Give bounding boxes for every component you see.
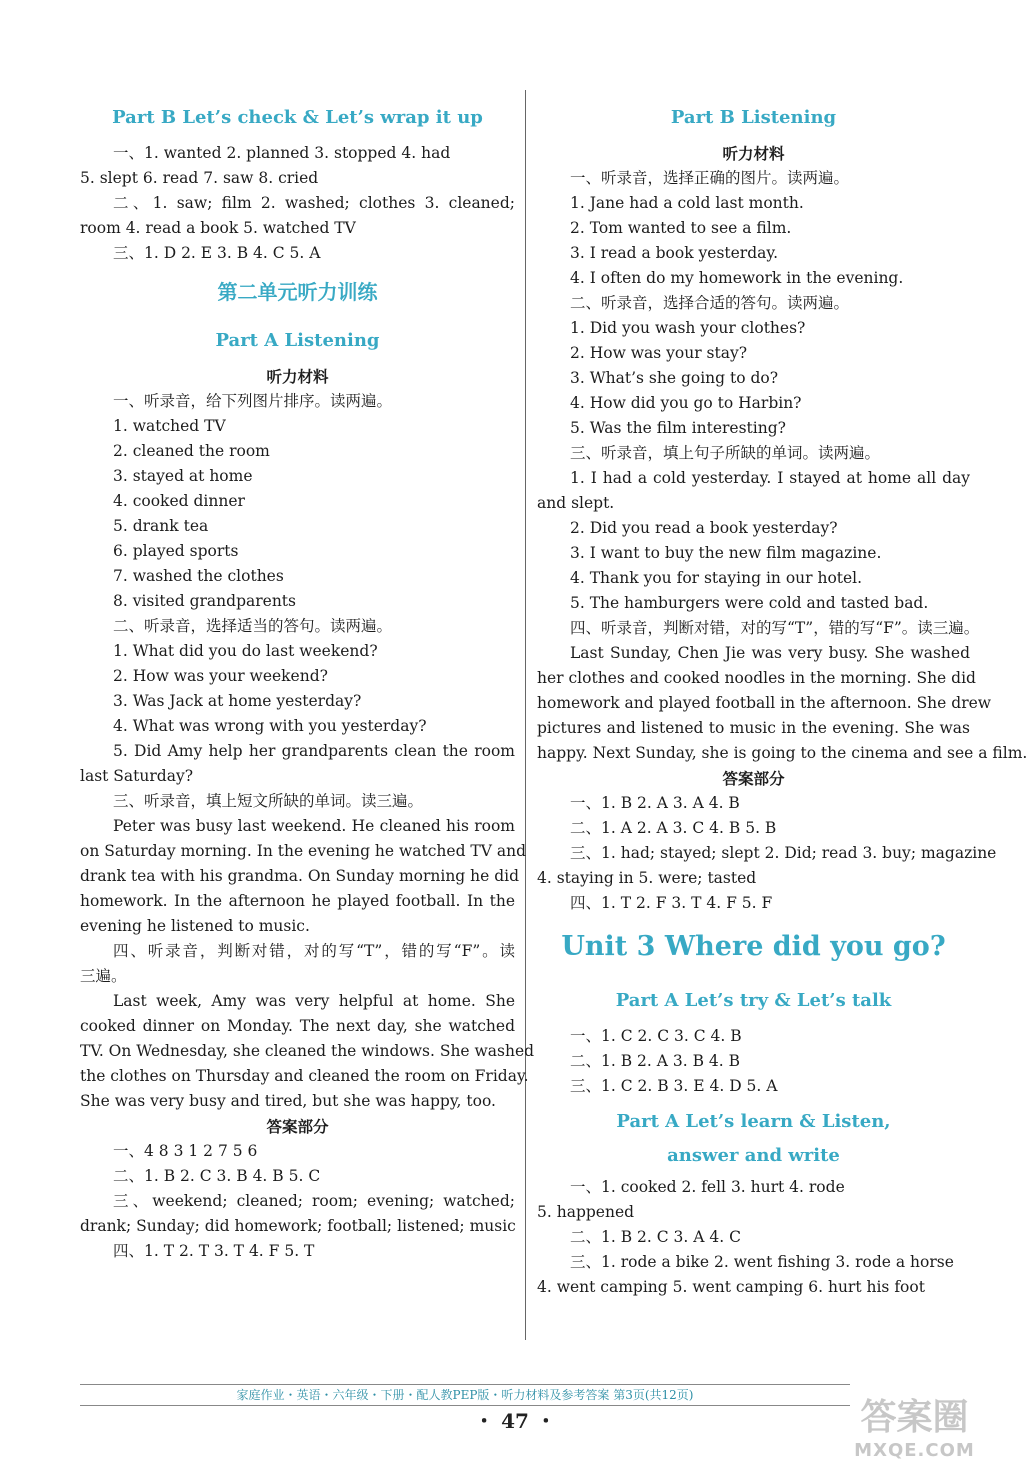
- text-line: TV. On Wednesday, she cleaned the windows. She washed: [80, 1042, 535, 1060]
- text-line: Peter was busy last weekend. He cleaned his room: [113, 817, 515, 835]
- left-column: [80, 95, 535, 1264]
- text-line: 4. What was wrong with you yesterday?: [113, 717, 427, 735]
- text-line: 三、weekend; cleaned; room; evening; watched;: [113, 1192, 515, 1210]
- text-line: the clothes on Thursday and cleaned the room on Friday.: [80, 1067, 529, 1085]
- text-line: 二、听录音，选择合适的答句。读两遍。: [570, 294, 850, 312]
- text-line: 二、听录音，选择适当的答句。读两遍。: [113, 617, 393, 635]
- text-line: 四、1. T 2. F 3. T 4. F 5. F: [570, 894, 773, 912]
- text-line: 5. slept 6. read 7. saw 8. cried: [80, 169, 319, 187]
- text-line: 2. How was your weekend?: [113, 667, 328, 685]
- text-line: 三、听录音，填上句子所缺的单词。读两遍。: [570, 444, 881, 462]
- watermark-url: MXQE.COM: [854, 1440, 975, 1461]
- subsection-title: 答案部分: [722, 769, 785, 788]
- text-line: 四、1. T 2. T 3. T 4. F 5. T: [113, 1242, 315, 1260]
- text-line: 三遍。: [80, 967, 127, 985]
- text-line: 1. I had a cold yesterday. I stayed at home all day: [570, 469, 970, 487]
- text-line: 7. washed the clothes: [113, 567, 284, 585]
- text-line: drank; Sunday; did homework; football; listened; music: [80, 1217, 516, 1235]
- text-line: 4. staying in 5. were; tasted: [537, 869, 757, 887]
- text-line: room 4. read a book 5. watched TV: [80, 219, 356, 237]
- page-footer: 家庭作业・英语・六年级・下册・配人教PEP版・听力材料及参考答案 第3页(共12页): [80, 1384, 850, 1406]
- text-line: 三、听录音，填上短文所缺的单词。读三遍。: [113, 792, 424, 810]
- text-line: 二、1. A 2. A 3. C 4. B 5. B: [570, 819, 777, 837]
- text-line: 1. What did you do last weekend?: [113, 642, 378, 660]
- text-line: 二、1. saw; film 2. washed; clothes 3. cleaned;: [113, 194, 515, 212]
- text-line: 3. Was Jack at home yesterday?: [113, 692, 362, 710]
- subsection-title: 答案部分: [266, 1117, 329, 1136]
- text-line: 一、1. B 2. A 3. A 4. B: [570, 794, 740, 812]
- text-line: 3. I read a book yesterday.: [570, 244, 778, 262]
- text-line: homework and played football in the afternoon. She drew: [537, 694, 992, 712]
- text-line: 4. cooked dinner: [113, 492, 245, 510]
- text-line: pictures and listened to music in the evening. She was: [537, 719, 970, 737]
- subsection-title: 听力材料: [266, 367, 329, 386]
- text-line: 二、1. B 2. C 3. A 4. C: [570, 1228, 741, 1246]
- text-line: 5. The hamburgers were cold and tasted bad.: [570, 594, 929, 612]
- text-line: 1. Jane had a cold last month.: [570, 194, 804, 212]
- section-heading: Part A Let’s try & Let’s talk: [615, 990, 892, 1011]
- text-line: 四、听录音，判断对错，对的写“T”，错的写“F”。读三遍。: [570, 619, 980, 637]
- section-heading: answer and write: [667, 1145, 840, 1166]
- text-line: 一、1. wanted 2. planned 3. stopped 4. had: [113, 144, 451, 162]
- text-line: 2. How was your stay?: [570, 344, 748, 362]
- text-line: on Saturday morning. In the evening he watched TV and: [80, 842, 527, 860]
- text-line: 2. Did you read a book yesterday?: [570, 519, 838, 537]
- text-line: 二、1. B 2. A 3. B 4. B: [570, 1052, 741, 1070]
- watermark-text: 答案圈: [860, 1397, 969, 1438]
- text-line: 一、4 8 3 1 2 7 5 6: [113, 1142, 258, 1160]
- text-line: 8. visited grandparents: [113, 592, 296, 610]
- text-line: 5. happened: [537, 1203, 635, 1221]
- text-line: 4. went camping 5. went camping 6. hurt his foot: [537, 1278, 925, 1296]
- text-line: 4. I often do my homework in the evening.: [570, 269, 904, 287]
- text-line: 3. I want to buy the new film magazine.: [570, 544, 882, 562]
- text-line: Last Sunday, Chen Jie was very busy. She washed: [570, 644, 970, 662]
- section-heading: Part A Listening: [215, 330, 380, 351]
- unit-title: Unit 3 Where did you go?: [561, 931, 946, 962]
- text-line: 4. How did you go to Harbin?: [570, 394, 802, 412]
- text-line: cooked dinner on Monday. The next day, she watched: [80, 1017, 515, 1035]
- right-column: [537, 95, 1028, 1300]
- text-line: 三、1. had; stayed; slept 2. Did; read 3. buy; magazine: [570, 844, 997, 862]
- text-line: homework. In the afternoon he played football. In the: [80, 892, 515, 910]
- text-line: happy. Next Sunday, she is going to the cinema and see a film.: [537, 744, 1028, 762]
- text-line: 4. Thank you for staying in our hotel.: [570, 569, 863, 587]
- text-line: 一、1. C 2. C 3. C 4. B: [570, 1027, 742, 1045]
- text-line: 一、1. cooked 2. fell 3. hurt 4. rode: [570, 1178, 845, 1196]
- text-line: Last week, Amy was very helpful at home. She: [113, 992, 515, 1010]
- text-line: 1. Did you wash your clothes?: [570, 319, 806, 337]
- text-line: 四、听录音，判断对错，对的写“T”，错的写“F”。读: [113, 942, 515, 960]
- page-number: ・ 47 ・: [474, 1409, 556, 1433]
- section-heading: Part B Let’s check & Let’s wrap it up: [112, 107, 483, 128]
- text-line: 三、1. D 2. E 3. B 4. C 5. A: [113, 244, 321, 262]
- text-line: 2. Tom wanted to see a film.: [570, 219, 792, 237]
- text-line: 三、1. rode a bike 2. went fishing 3. rode a horse: [570, 1253, 954, 1271]
- text-line: 5. Was the film interesting?: [570, 419, 786, 437]
- text-line: 1. watched TV: [113, 417, 226, 435]
- text-line: 一、听录音，给下列图片排序。读两遍。: [113, 392, 393, 410]
- text-line: She was very busy and tired, but she was happy, too.: [80, 1092, 496, 1110]
- text-line: 三、1. C 2. B 3. E 4. D 5. A: [570, 1077, 778, 1095]
- text-line: 3. What’s she going to do?: [570, 369, 779, 387]
- text-line: her clothes and cooked noodles in the morning. She did: [537, 669, 976, 687]
- column-divider: [525, 90, 526, 1340]
- section-heading: Part B Listening: [670, 107, 837, 128]
- text-line: 二、1. B 2. C 3. B 4. B 5. C: [113, 1167, 321, 1185]
- text-line: 5. drank tea: [113, 517, 209, 535]
- subsection-title: 听力材料: [722, 144, 785, 163]
- text-line: 5. Did Amy help her grandparents clean the room: [113, 742, 515, 760]
- text-line: 一、听录音，选择正确的图片。读两遍。: [570, 169, 850, 187]
- text-line: evening he listened to music.: [80, 917, 310, 935]
- text-line: 6. played sports: [113, 542, 239, 560]
- text-line: and slept.: [537, 494, 615, 512]
- unit-heading: 第二单元听力训练: [217, 280, 378, 304]
- text-line: 3. stayed at home: [113, 467, 253, 485]
- text-line: last Saturday?: [80, 767, 194, 785]
- text-line: drank tea with his grandma. On Sunday morning he did: [80, 867, 520, 885]
- text-line: 2. cleaned the room: [113, 442, 270, 460]
- watermark-logo: [847, 1396, 982, 1466]
- section-heading: Part A Let’s learn & Listen,: [616, 1111, 891, 1132]
